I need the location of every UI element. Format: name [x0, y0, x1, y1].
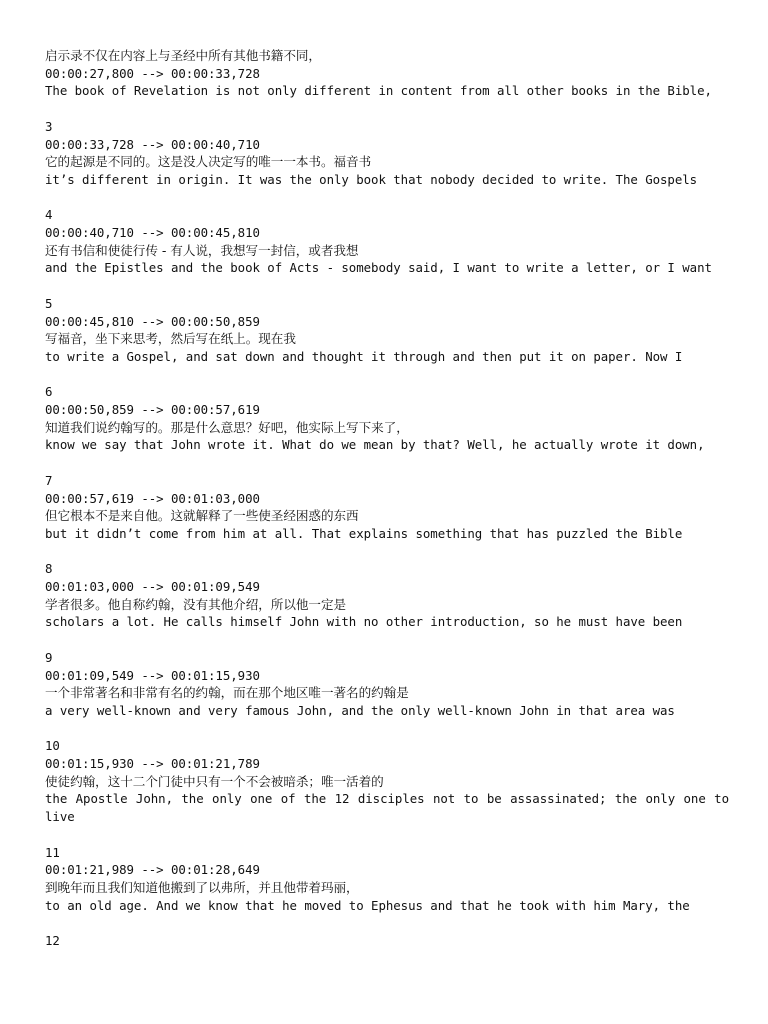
subtitle-english-text: The book of Revelation is not only different in content from all other books in the Bible, [45, 83, 712, 99]
subtitle-english-text: to an old age. And we know that he moved to Ephesus and that he took with him Mary, the [45, 897, 690, 913]
subtitle-number: 12 [45, 933, 60, 948]
subtitle-timestamp: 00:01:03,000 --> 00:01:09,549 [45, 579, 260, 594]
subtitle-entry [45, 295, 729, 366]
subtitle-english-text: but it didn’t come from him at all. That explains something that has puzzled the Bible [45, 525, 683, 541]
subtitle-timestamp: 00:01:09,549 --> 00:01:15,930 [45, 667, 260, 683]
subtitle-number: 10 [45, 738, 60, 754]
subtitle-entry [45, 737, 737, 826]
subtitle-number: 3 [45, 118, 53, 134]
subtitle-chinese-text: 写福音，坐下来思考，然后写在纸上。现在我 [45, 331, 296, 347]
subtitle-entry [45, 649, 729, 720]
subtitle-number: 4 [45, 207, 53, 223]
subtitle-document [45, 47, 737, 967]
subtitle-entry [45, 932, 729, 950]
subtitle-timestamp: 00:00:50,859 --> 00:00:57,619 [45, 402, 260, 417]
subtitle-chinese-text: 一个非常著名和非常有名的约翰，而在那个地区唯一著名的约翰是 [45, 685, 409, 701]
subtitle-english-text: and the Epistles and the book of Acts - somebody said, I want to write a letter, or I want [45, 260, 712, 276]
subtitle-number: 7 [45, 472, 53, 488]
subtitle-english-text: to write a Gospel, and sat down and thought it through and then put it on paper. Now I [45, 348, 683, 364]
subtitle-timestamp: 00:00:40,710 --> 00:00:45,810 [45, 225, 260, 240]
subtitle-entry [45, 118, 729, 189]
subtitle-chinese-text: 知道我们说约翰写的。那是什么意思？好吧，他实际上写下来了， [45, 419, 409, 435]
subtitle-chinese-text: 但它根本不是来自他。这就解释了一些使圣经困惑的东西 [45, 508, 359, 524]
subtitle-chinese-text: 学者很多。他自称约翰，没有其他介绍，所以他一定是 [45, 596, 347, 612]
subtitle-number: 11 [45, 844, 60, 860]
subtitle-entry [45, 560, 729, 631]
subtitle-chinese-text: 还有书信和使徒行传 - 有人说，我想写一封信，或者我想 [45, 242, 359, 258]
subtitle-timestamp: 00:00:33,728 --> 00:00:40,710 [45, 136, 260, 152]
subtitle-entry [45, 472, 729, 543]
subtitle-chinese-text: 启示录不仅在内容上与圣经中所有其他书籍不同， [45, 48, 321, 63]
subtitle-number: 5 [45, 295, 53, 311]
subtitle-entry [45, 206, 729, 277]
subtitle-english-text: it’s different in origin. It was the only book that nobody decided to write. The Gospels [45, 171, 698, 187]
subtitle-english-text: the Apostle John, the only one of the 12 disciples not to be assassinated; the only one to live [45, 791, 737, 825]
subtitle-english-text: scholars a lot. He calls himself John with no other introduction, so he must have been [45, 614, 683, 630]
subtitle-chinese-text: 到晚年而且我们知道他搬到了以弗所，并且他带着玛丽， [45, 879, 359, 895]
subtitle-entry-fragment [45, 47, 729, 100]
subtitle-number: 6 [45, 384, 53, 400]
subtitle-number: 9 [45, 649, 53, 665]
subtitle-number: 8 [45, 561, 53, 577]
subtitle-entry [45, 383, 729, 454]
subtitle-chinese-text: 使徒约翰，这十二个门徒中只有一个不会被暗杀；唯一活着的 [45, 773, 384, 789]
subtitle-english-text: a very well-known and very famous John, and the only well-known John in that area was [45, 702, 675, 718]
subtitle-timestamp: 00:01:21,989 --> 00:01:28,649 [45, 862, 260, 878]
subtitle-timestamp: 00:00:57,619 --> 00:01:03,000 [45, 490, 260, 506]
subtitle-timestamp: 00:01:15,930 --> 00:01:21,789 [45, 756, 260, 771]
subtitle-chinese-text: 它的起源是不同的。这是没人决定写的唯一一本书。福音书 [45, 154, 372, 170]
subtitle-timestamp: 00:00:27,800 --> 00:00:33,728 [45, 65, 260, 81]
subtitle-english-text: know we say that John wrote it. What do we mean by that? Well, he actually wrote it down, [45, 437, 705, 453]
subtitle-timestamp: 00:00:45,810 --> 00:00:50,859 [45, 313, 260, 329]
subtitle-entry [45, 844, 729, 915]
